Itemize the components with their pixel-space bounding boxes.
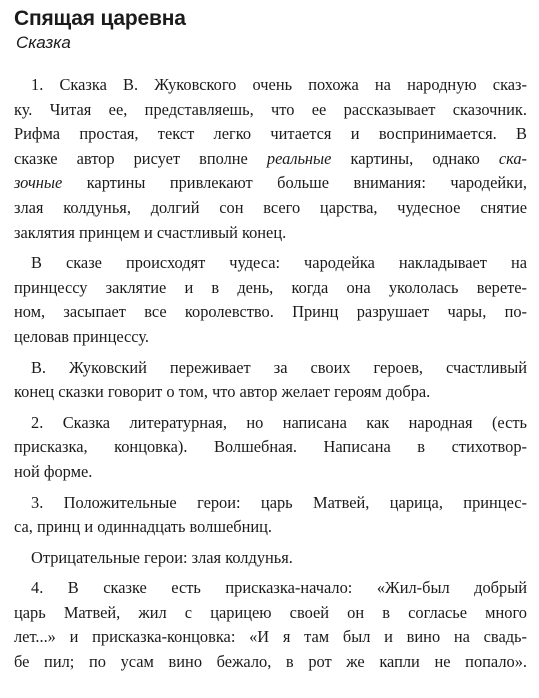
text-line — [14, 460, 527, 485]
text-line — [14, 356, 527, 381]
text-line — [14, 276, 527, 301]
text-segment: В. Жуковский переживает за своих героев, счастливый — [31, 357, 527, 377]
text-line — [14, 515, 527, 540]
text-line — [14, 625, 527, 650]
text-line — [14, 98, 527, 123]
document-subtitle: Сказка — [16, 33, 71, 52]
italic-text: ска- — [498, 148, 527, 168]
paragraph — [14, 411, 527, 485]
text-segment: сказке автор рисует вполне — [14, 148, 267, 168]
text-segment: картины привлекают больше внимания: чародейки, — [62, 173, 527, 193]
text-segment: целовав принцессу. — [14, 326, 150, 346]
text-line — [14, 251, 527, 276]
italic-text: реальные — [266, 148, 332, 168]
text-line — [14, 435, 527, 460]
text-segment: бе пил; по усам вино бежало, в рот же капли не попало». — [14, 652, 527, 672]
text-line — [14, 491, 527, 516]
text-line — [14, 196, 527, 221]
text-segment: царь Матвей, жил с царицею своей он в согласье много — [14, 602, 527, 622]
text-segment: ку. Читая ее, представляешь, что ее рассказывает сказочник. — [14, 99, 527, 119]
text-line — [14, 411, 527, 436]
document-title: Спящая царевна — [14, 7, 186, 30]
italic-text: зочные — [14, 173, 63, 193]
paragraph — [14, 251, 527, 349]
text-segment: В сказе происходят чудеса: чародейка накладывает на — [31, 253, 527, 273]
text-segment: 1. Сказка В. Жуковского очень похожа на народную сказ- — [31, 75, 527, 94]
paragraph — [14, 546, 527, 571]
text-segment: Рифма простая, текст легко читается и воспринимается. В — [14, 124, 527, 144]
text-segment: принцессу заклятие и в день, когда она укололась верете- — [14, 277, 527, 297]
text-segment: 2. Сказка литературная, но написана как народная (есть — [31, 412, 527, 432]
text-segment: заклятия принцем и счастливый конец. — [14, 222, 287, 242]
text-line — [14, 73, 527, 98]
paragraph — [14, 356, 527, 405]
text-line — [14, 380, 527, 405]
text-segment: Отрицательные герои: злая колдунья. — [31, 547, 293, 567]
text-line — [14, 325, 527, 350]
text-segment: 3. Положительные герои: царь Матвей, царица, принцес- — [31, 492, 527, 512]
text-line — [14, 576, 527, 601]
paragraph — [14, 576, 527, 674]
text-line — [14, 300, 527, 325]
text-segment: картины, однако — [331, 148, 499, 168]
text-segment: ной форме. — [14, 461, 93, 481]
text-line — [14, 147, 527, 172]
text-segment: ном, засыпает все королевство. Принц разрушает чары, по- — [14, 302, 527, 322]
text-segment: присказка, концовка). Волшебная. Написана в стихотвор- — [14, 437, 527, 457]
text-segment: 4. В сказке есть присказка-начало: «Жил-был добрый — [31, 578, 527, 598]
paragraph — [14, 73, 527, 245]
text-segment: лет...» и присказка-концовка: «И я там был и вино на свадь- — [14, 627, 527, 647]
text-line — [14, 650, 527, 675]
document-body — [14, 73, 527, 675]
text-line — [14, 122, 527, 147]
text-line — [14, 221, 527, 246]
text-segment: конец сказки говорит о том, что автор желает героям добра. — [14, 382, 431, 402]
text-line — [14, 601, 527, 626]
text-segment: злая колдунья, долгий сон всего царства, чудесное снятие — [14, 197, 527, 217]
text-line — [14, 546, 527, 571]
text-segment: са, принц и одиннадцать волшебниц. — [14, 517, 272, 537]
paragraph — [14, 491, 527, 540]
text-line — [14, 171, 527, 196]
